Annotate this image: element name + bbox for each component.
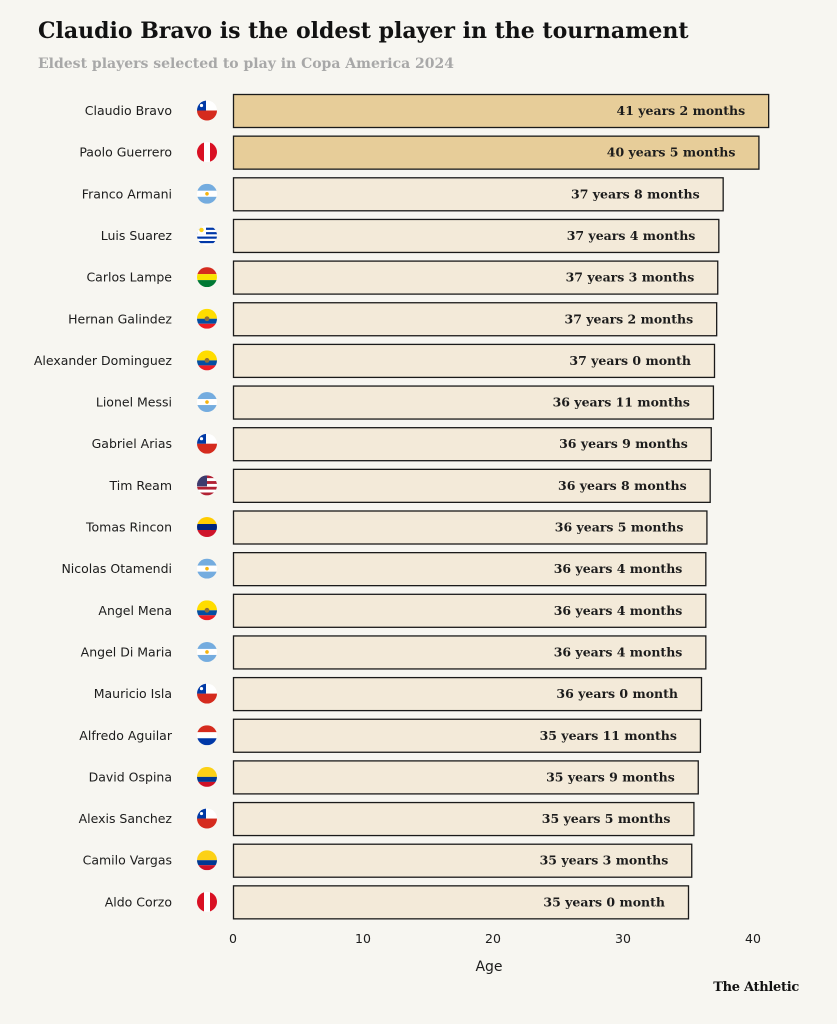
bar-row: [83, 844, 692, 877]
bar-value-label: 35 years 3 months: [539, 852, 669, 868]
argentina-flag-icon: [197, 184, 217, 204]
bar-row: [85, 95, 769, 128]
x-tick-label: 10: [355, 931, 371, 946]
player-name-label: Carlos Lampe: [86, 269, 172, 285]
x-tick-label: 0: [229, 931, 237, 946]
player-name-label: Claudio Bravo: [84, 103, 172, 118]
bar-value-label: 37 years 0 month: [569, 352, 691, 368]
ecuador-flag-icon: [197, 309, 217, 329]
venezuela-flag-icon: [197, 517, 217, 537]
player-name-label: Luis Suarez: [100, 227, 172, 243]
bar-value-label: 37 years 2 months: [564, 311, 694, 327]
x-axis-title: Age: [475, 959, 503, 975]
bar-value-label: 36 years 11 months: [552, 394, 690, 410]
player-name-label: Nicolas Otamendi: [61, 561, 172, 577]
bar-row: [85, 511, 707, 544]
bar-row: [79, 803, 694, 836]
bar-value-label: 36 years 0 month: [556, 686, 678, 702]
bar-value-label: 35 years 9 months: [546, 769, 675, 785]
bar-value-label: 36 years 5 months: [554, 519, 684, 535]
player-name-label: Aldo Corzo: [104, 894, 172, 910]
x-tick-label: 30: [615, 931, 631, 946]
player-name-label: Gabriel Arias: [91, 436, 172, 452]
player-name-label: Mauricio Isla: [93, 686, 172, 702]
player-name-label: Hernan Galindez: [68, 311, 172, 327]
bolivia-flag-icon: [197, 267, 217, 287]
colombia-flag-icon: [197, 767, 217, 787]
bar-value-label: 35 years 11 months: [539, 727, 677, 743]
player-name-label: Alexis Sanchez: [78, 811, 172, 827]
peru-flag-icon: [197, 142, 217, 162]
argentina-flag-icon: [197, 392, 217, 412]
colombia-flag-icon: [197, 850, 217, 870]
paraguay-flag-icon: [197, 725, 217, 745]
bar-row: [96, 386, 714, 419]
bar-row: [61, 553, 705, 586]
bar-row: [79, 719, 700, 752]
chile-flag-icon: [197, 101, 217, 121]
chile-flag-icon: [197, 809, 217, 829]
player-name-label: Paolo Guerrero: [79, 144, 172, 160]
x-tick-label: 40: [745, 931, 761, 946]
bar-row: [94, 678, 702, 711]
chile-flag-icon: [197, 684, 217, 704]
argentina-flag-icon: [197, 559, 217, 579]
ecuador-flag-icon: [197, 600, 217, 620]
bar-value-label: 36 years 9 months: [559, 436, 688, 452]
bar-value-label: 35 years 0 month: [543, 894, 665, 910]
bar-row: [86, 261, 717, 294]
bar-row: [34, 344, 715, 377]
bar-row: [68, 303, 717, 336]
chart-title: Claudio Bravo is the oldest player in the tournament: [38, 18, 689, 44]
bar-row: [92, 428, 712, 461]
player-name-label: Alfredo Aguilar: [79, 727, 172, 743]
usa-flag-icon: [197, 475, 217, 495]
player-name-label: Angel Di Maria: [80, 644, 172, 660]
bar-value-label: 36 years 8 months: [558, 477, 687, 493]
player-name-label: Franco Armani: [81, 186, 172, 202]
bar-value-label: 37 years 8 months: [571, 186, 700, 202]
player-name-label: David Ospina: [88, 769, 172, 785]
bar-row: [108, 469, 710, 502]
player-name-label: Alexander Dominguez: [33, 352, 172, 368]
ecuador-flag-icon: [197, 350, 217, 370]
bar-row: [89, 761, 699, 794]
brand-logo: The Athletic: [713, 980, 799, 995]
peru-flag-icon: [197, 892, 217, 912]
bar-value-label: 37 years 3 months: [565, 269, 695, 285]
player-name-label: Camilo Vargas: [82, 852, 172, 868]
bar-value-label: 37 years 4 months: [566, 227, 696, 243]
player-name-label: Tim Ream: [109, 477, 172, 493]
player-name-label: Lionel Messi: [95, 394, 172, 410]
bar-value-label: 40 years 5 months: [606, 144, 736, 160]
chart-subtitle: Eldest players selected to play in Copa America 2024: [38, 56, 455, 72]
argentina-flag-icon: [197, 642, 217, 662]
bar-row: [81, 636, 706, 669]
bar-row: [79, 136, 759, 169]
bar-value-label: 36 years 4 months: [553, 644, 683, 660]
bar-value-label: 35 years 5 months: [541, 811, 671, 827]
player-name-label: Angel Mena: [98, 602, 172, 618]
bar-value-label: 41 years 2 months: [616, 103, 746, 118]
bar-row: [101, 219, 719, 252]
player-name-label: Tomas Rincon: [85, 519, 172, 535]
bar-value-label: 36 years 4 months: [553, 561, 683, 577]
bar-row: [105, 886, 689, 919]
bar-row: [82, 178, 723, 211]
uruguay-flag-icon: [197, 225, 217, 245]
chile-flag-icon: [197, 434, 217, 454]
bar-row: [98, 594, 705, 627]
bar-value-label: 36 years 4 months: [553, 602, 683, 618]
x-tick-label: 20: [485, 931, 501, 946]
